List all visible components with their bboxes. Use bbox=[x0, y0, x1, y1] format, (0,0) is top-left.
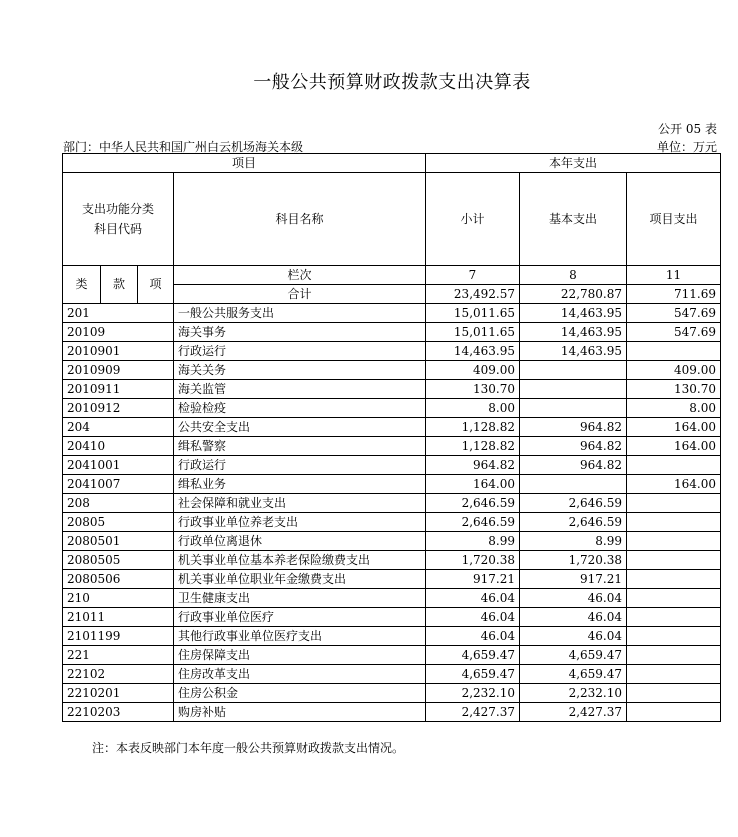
row-name: 机关事业单位基本养老保险缴费支出 bbox=[174, 551, 426, 570]
row-name: 一般公共服务支出 bbox=[174, 304, 426, 323]
row-subtotal: 1,128.82 bbox=[426, 418, 520, 437]
row-basic: 1,720.38 bbox=[520, 551, 627, 570]
row-code: 2210203 bbox=[63, 703, 174, 722]
header-basic: 基本支出 bbox=[520, 173, 627, 266]
row-name: 检验检疫 bbox=[174, 399, 426, 418]
row-subtotal: 917.21 bbox=[426, 570, 520, 589]
header-code-label: 支出功能分类 科目代码 bbox=[63, 173, 174, 266]
header-lei: 类 bbox=[63, 266, 101, 304]
row-basic: 14,463.95 bbox=[520, 323, 627, 342]
table-row bbox=[63, 646, 721, 665]
row-subtotal: 2,427.37 bbox=[426, 703, 520, 722]
row-basic bbox=[520, 475, 627, 494]
row-name: 住房公积金 bbox=[174, 684, 426, 703]
row-name: 海关事务 bbox=[174, 323, 426, 342]
header-row-1 bbox=[63, 154, 721, 173]
row-project: 130.70 bbox=[627, 380, 721, 399]
header-subtotal: 小计 bbox=[426, 173, 520, 266]
row-project bbox=[627, 703, 721, 722]
header-col8: 8 bbox=[520, 266, 627, 285]
row-subtotal: 130.70 bbox=[426, 380, 520, 399]
department-label: 部门：中华人民共和国广州白云机场海关本级 bbox=[63, 140, 304, 154]
header-row-3 bbox=[63, 266, 721, 285]
header-xiang: 项 bbox=[138, 266, 174, 304]
total-basic: 22,780.87 bbox=[520, 285, 627, 304]
row-subtotal: 15,011.65 bbox=[426, 304, 520, 323]
row-code: 22102 bbox=[63, 665, 174, 684]
row-project bbox=[627, 494, 721, 513]
row-code: 2041007 bbox=[63, 475, 174, 494]
table-row bbox=[63, 304, 721, 323]
row-project bbox=[627, 589, 721, 608]
row-project bbox=[627, 532, 721, 551]
row-subtotal: 4,659.47 bbox=[426, 665, 520, 684]
row-code: 2010911 bbox=[63, 380, 174, 399]
row-subtotal: 8.99 bbox=[426, 532, 520, 551]
row-subtotal: 409.00 bbox=[426, 361, 520, 380]
form-number: 公开 05 表 bbox=[658, 122, 717, 136]
row-code: 201 bbox=[63, 304, 174, 323]
row-project: 164.00 bbox=[627, 437, 721, 456]
row-subtotal: 46.04 bbox=[426, 627, 520, 646]
row-name: 行政事业单位养老支出 bbox=[174, 513, 426, 532]
table-row bbox=[63, 494, 721, 513]
row-project: 547.69 bbox=[627, 304, 721, 323]
table-row bbox=[63, 532, 721, 551]
row-code: 2010901 bbox=[63, 342, 174, 361]
expenditure-table bbox=[62, 153, 721, 722]
unit-label: 单位：万元 bbox=[656, 140, 717, 154]
row-code: 20805 bbox=[63, 513, 174, 532]
row-basic: 4,659.47 bbox=[520, 646, 627, 665]
row-basic: 2,646.59 bbox=[520, 513, 627, 532]
row-subtotal: 46.04 bbox=[426, 608, 520, 627]
total-label: 合计 bbox=[174, 285, 426, 304]
row-subtotal: 15,011.65 bbox=[426, 323, 520, 342]
row-subtotal: 1,720.38 bbox=[426, 551, 520, 570]
row-project bbox=[627, 608, 721, 627]
row-name: 行政运行 bbox=[174, 456, 426, 475]
row-name: 缉私业务 bbox=[174, 475, 426, 494]
row-basic: 46.04 bbox=[520, 589, 627, 608]
row-name: 行政事业单位医疗 bbox=[174, 608, 426, 627]
row-subtotal: 2,646.59 bbox=[426, 513, 520, 532]
row-project: 8.00 bbox=[627, 399, 721, 418]
row-code: 2101199 bbox=[63, 627, 174, 646]
header-col11: 11 bbox=[627, 266, 721, 285]
row-name: 海关监管 bbox=[174, 380, 426, 399]
row-project bbox=[627, 570, 721, 589]
row-code: 2010912 bbox=[63, 399, 174, 418]
row-project: 409.00 bbox=[627, 361, 721, 380]
header-row-2 bbox=[63, 173, 721, 266]
footnote: 注：本表反映部门本年度一般公共预算财政拨款支出情况。 bbox=[92, 741, 405, 755]
row-basic: 46.04 bbox=[520, 608, 627, 627]
row-project: 547.69 bbox=[627, 323, 721, 342]
row-subtotal: 964.82 bbox=[426, 456, 520, 475]
table-row bbox=[63, 608, 721, 627]
header-col7: 7 bbox=[426, 266, 520, 285]
row-code: 20109 bbox=[63, 323, 174, 342]
row-subtotal: 1,128.82 bbox=[426, 437, 520, 456]
row-basic bbox=[520, 380, 627, 399]
row-basic bbox=[520, 399, 627, 418]
row-project bbox=[627, 627, 721, 646]
page-title: 一般公共预算财政拨款支出决算表 bbox=[253, 72, 531, 93]
row-name: 行政单位离退休 bbox=[174, 532, 426, 551]
row-subtotal: 164.00 bbox=[426, 475, 520, 494]
row-name: 卫生健康支出 bbox=[174, 589, 426, 608]
row-name: 行政运行 bbox=[174, 342, 426, 361]
row-basic: 2,427.37 bbox=[520, 703, 627, 722]
header-current-year: 本年支出 bbox=[426, 154, 721, 173]
header-name-label: 科目名称 bbox=[174, 173, 426, 266]
row-code: 21011 bbox=[63, 608, 174, 627]
table-row bbox=[63, 456, 721, 475]
table-row bbox=[63, 418, 721, 437]
total-project: 711.69 bbox=[627, 285, 721, 304]
row-basic: 964.82 bbox=[520, 437, 627, 456]
table-row bbox=[63, 684, 721, 703]
table-row bbox=[63, 361, 721, 380]
row-subtotal: 2,232.10 bbox=[426, 684, 520, 703]
row-code: 210 bbox=[63, 589, 174, 608]
header-project: 项目支出 bbox=[627, 173, 721, 266]
table-row bbox=[63, 437, 721, 456]
table-row bbox=[63, 342, 721, 361]
row-basic: 2,646.59 bbox=[520, 494, 627, 513]
row-basic: 14,463.95 bbox=[520, 342, 627, 361]
header-kuan: 款 bbox=[101, 266, 138, 304]
row-subtotal: 8.00 bbox=[426, 399, 520, 418]
row-code: 2210201 bbox=[63, 684, 174, 703]
row-basic: 964.82 bbox=[520, 418, 627, 437]
row-project bbox=[627, 646, 721, 665]
row-project bbox=[627, 551, 721, 570]
table-row bbox=[63, 475, 721, 494]
row-project: 164.00 bbox=[627, 418, 721, 437]
row-subtotal: 46.04 bbox=[426, 589, 520, 608]
row-code: 20410 bbox=[63, 437, 174, 456]
table-row bbox=[63, 551, 721, 570]
row-basic: 14,463.95 bbox=[520, 304, 627, 323]
row-project bbox=[627, 342, 721, 361]
row-basic bbox=[520, 361, 627, 380]
row-project bbox=[627, 665, 721, 684]
table-row bbox=[63, 627, 721, 646]
row-subtotal: 4,659.47 bbox=[426, 646, 520, 665]
row-code: 2010909 bbox=[63, 361, 174, 380]
row-name: 社会保障和就业支出 bbox=[174, 494, 426, 513]
row-basic: 917.21 bbox=[520, 570, 627, 589]
row-name: 海关关务 bbox=[174, 361, 426, 380]
row-code: 2080501 bbox=[63, 532, 174, 551]
row-name: 购房补贴 bbox=[174, 703, 426, 722]
table-row bbox=[63, 323, 721, 342]
table-row bbox=[63, 399, 721, 418]
row-subtotal: 2,646.59 bbox=[426, 494, 520, 513]
table-row bbox=[63, 589, 721, 608]
row-basic: 2,232.10 bbox=[520, 684, 627, 703]
table-row bbox=[63, 380, 721, 399]
row-project: 164.00 bbox=[627, 475, 721, 494]
header-lanci: 栏次 bbox=[174, 266, 426, 285]
row-code: 208 bbox=[63, 494, 174, 513]
row-name: 其他行政事业单位医疗支出 bbox=[174, 627, 426, 646]
row-code: 221 bbox=[63, 646, 174, 665]
row-project bbox=[627, 513, 721, 532]
row-basic: 8.99 bbox=[520, 532, 627, 551]
row-code: 2080506 bbox=[63, 570, 174, 589]
row-code: 204 bbox=[63, 418, 174, 437]
row-subtotal: 14,463.95 bbox=[426, 342, 520, 361]
table-row bbox=[63, 665, 721, 684]
row-name: 机关事业单位职业年金缴费支出 bbox=[174, 570, 426, 589]
row-name: 缉私警察 bbox=[174, 437, 426, 456]
row-code: 2080505 bbox=[63, 551, 174, 570]
row-basic: 964.82 bbox=[520, 456, 627, 475]
header-item: 项目 bbox=[63, 154, 426, 173]
row-project bbox=[627, 684, 721, 703]
table-row bbox=[63, 513, 721, 532]
row-name: 住房保障支出 bbox=[174, 646, 426, 665]
row-basic: 46.04 bbox=[520, 627, 627, 646]
row-code: 2041001 bbox=[63, 456, 174, 475]
table-row bbox=[63, 570, 721, 589]
row-name: 公共安全支出 bbox=[174, 418, 426, 437]
table-row bbox=[63, 703, 721, 722]
row-basic: 4,659.47 bbox=[520, 665, 627, 684]
row-project bbox=[627, 456, 721, 475]
row-name: 住房改革支出 bbox=[174, 665, 426, 684]
total-subtotal: 23,492.57 bbox=[426, 285, 520, 304]
